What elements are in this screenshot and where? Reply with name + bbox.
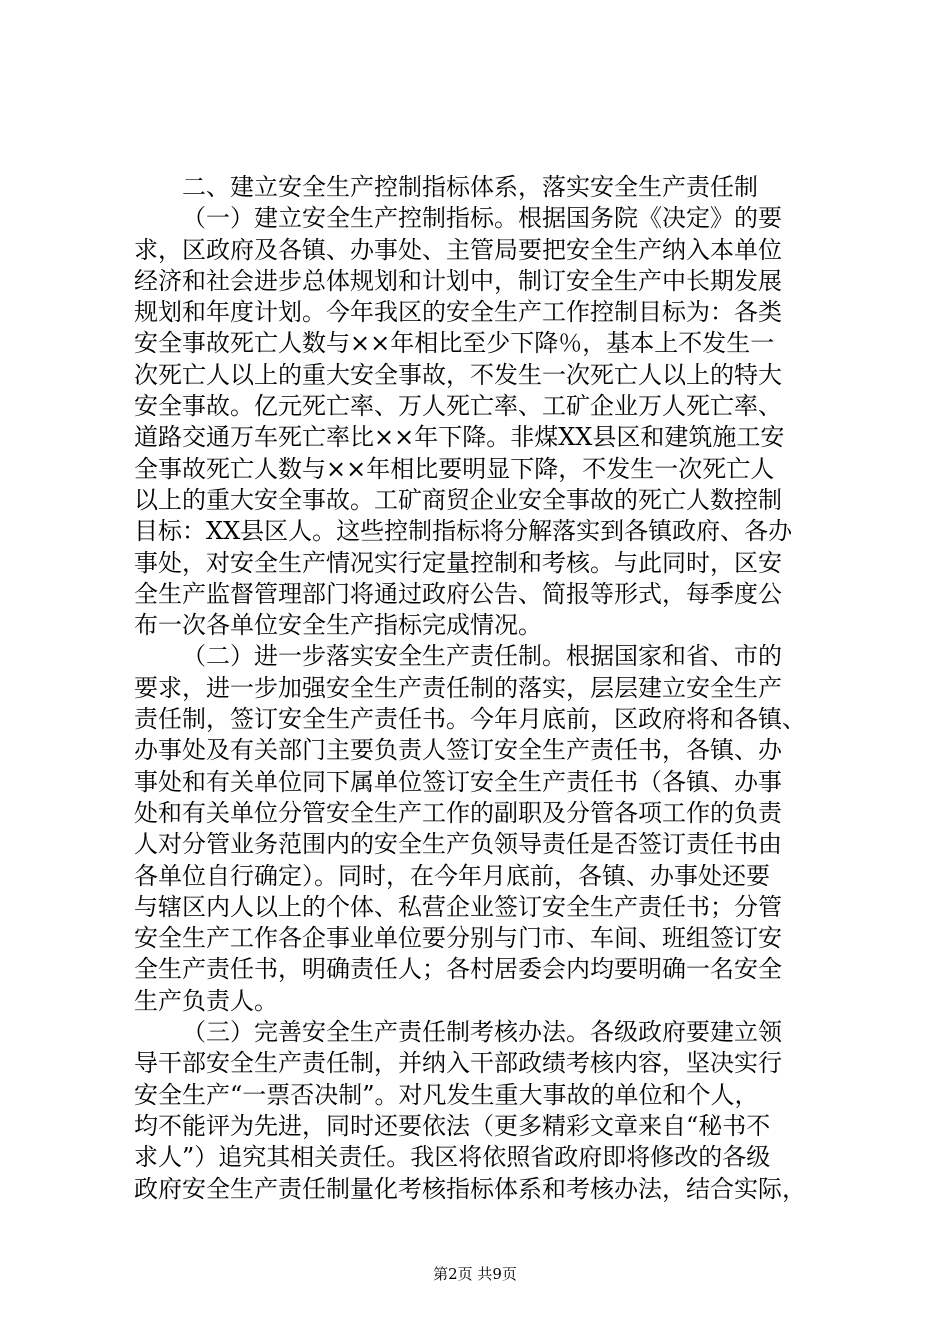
paragraph-1-line: 事处，对安全生产情况实行定量控制和考核。与此同时，区安	[134, 548, 782, 577]
paragraph-1-line: 目标：XX县区人。这些控制指标将分解落实到各镇政府、各办	[134, 517, 793, 546]
paragraph-1-line: 安全事故。亿元死亡率、万人死亡率、工矿企业万人死亡率、	[134, 392, 782, 421]
paragraph-2-line: 责任制，签订安全生产责任书。今年月底前，区政府将和各镇、	[134, 705, 806, 734]
paragraph-2-line: 人对分管业务范围内的安全生产负领导责任是否签订责任书由	[134, 830, 782, 859]
document-body	[134, 172, 824, 1205]
paragraph-2-line: 与辖区内人以上的个体、私营企业签订安全生产责任书；分管	[134, 892, 782, 921]
paragraph-3-line: 政府安全生产责任制量化考核指标体系和考核办法，结合实际，	[134, 1174, 806, 1203]
paragraph-2-line: 生产负责人。	[134, 986, 278, 1015]
paragraph-1-line: （一）建立安全生产控制指标。根据国务院《决定》的要	[182, 204, 782, 233]
section-heading: 二、建立安全生产控制指标体系，落实安全生产责任制	[182, 173, 758, 201]
paragraph-1-line: 布一次各单位安全生产指标完成情况。	[134, 611, 542, 640]
paragraph-3-line: 均不能评为先进，同时还要依法（更多精彩文章来自“秘书不	[134, 1111, 771, 1140]
paragraph-1-line: 道路交通万车死亡率比××年下降。非煤XX县区和建筑施工安	[134, 423, 785, 452]
paragraph-2-line: 安全生产工作各企事业单位要分别与门市、车间、班组签订安	[134, 924, 782, 953]
paragraph-2-line: 办事处及有关部门主要负责人签订安全生产责任书，各镇、办	[134, 736, 782, 765]
paragraph-2-line: 全生产责任书，明确责任人；各村居委会内均要明确一名安全	[134, 955, 782, 984]
paragraph-3-line: 安全生产“一票否决制”。对凡发生重大事故的单位和个人，	[134, 1080, 759, 1109]
paragraph-1-line: 全生产监督管理部门将通过政府公告、简报等形式，每季度公	[134, 579, 782, 608]
paragraph-2-line: （二）进一步落实安全生产责任制。根据国家和省、市的	[182, 642, 782, 671]
paragraph-1-line: 规划和年度计划。今年我区的安全生产工作控制目标为：各类	[134, 298, 782, 327]
paragraph-1-line: 经济和社会进步总体规划和计划中，制订安全生产中长期发展	[134, 266, 782, 295]
paragraph-2-line: 各单位自行确定）。同时，在今年月底前，各镇、办事处还要	[134, 861, 770, 890]
paragraph-3-line: 求人”）追究其相关责任。我区将依照省政府即将修改的各级	[134, 1143, 771, 1172]
paragraph-2-line: 处和有关单位分管安全生产工作的副职及分管各项工作的负责	[134, 798, 782, 827]
paragraph-2-line: 事处和有关单位同下属单位签订安全生产责任书（各镇、办事	[134, 767, 782, 796]
paragraph-1-line: 求，区政府及各镇、办事处、主管局要把安全生产纳入本单位	[134, 235, 782, 264]
page-footer: 第2页 共9页	[433, 1265, 517, 1283]
paragraph-1-line: 全事故死亡人数与××年相比要明显下降，不发生一次死亡人	[134, 454, 775, 483]
paragraph-1-line: 以上的重大安全事故。工矿商贸企业安全事故的死亡人数控制	[134, 485, 782, 514]
paragraph-1-line: 安全事故死亡人数与××年相比至少下降％，基本上不发生一	[134, 329, 775, 358]
paragraph-3-line: 导干部安全生产责任制，并纳入干部政绩考核内容，坚决实行	[134, 1049, 782, 1078]
paragraph-2-line: 要求，进一步加强安全生产责任制的落实，层层建立安全生产	[134, 673, 782, 702]
paragraph-1-line: 次死亡人以上的重大安全事故，不发生一次死亡人以上的特大	[134, 360, 782, 389]
paragraph-3-line: （三）完善安全生产责任制考核办法。各级政府要建立领	[182, 1018, 782, 1047]
